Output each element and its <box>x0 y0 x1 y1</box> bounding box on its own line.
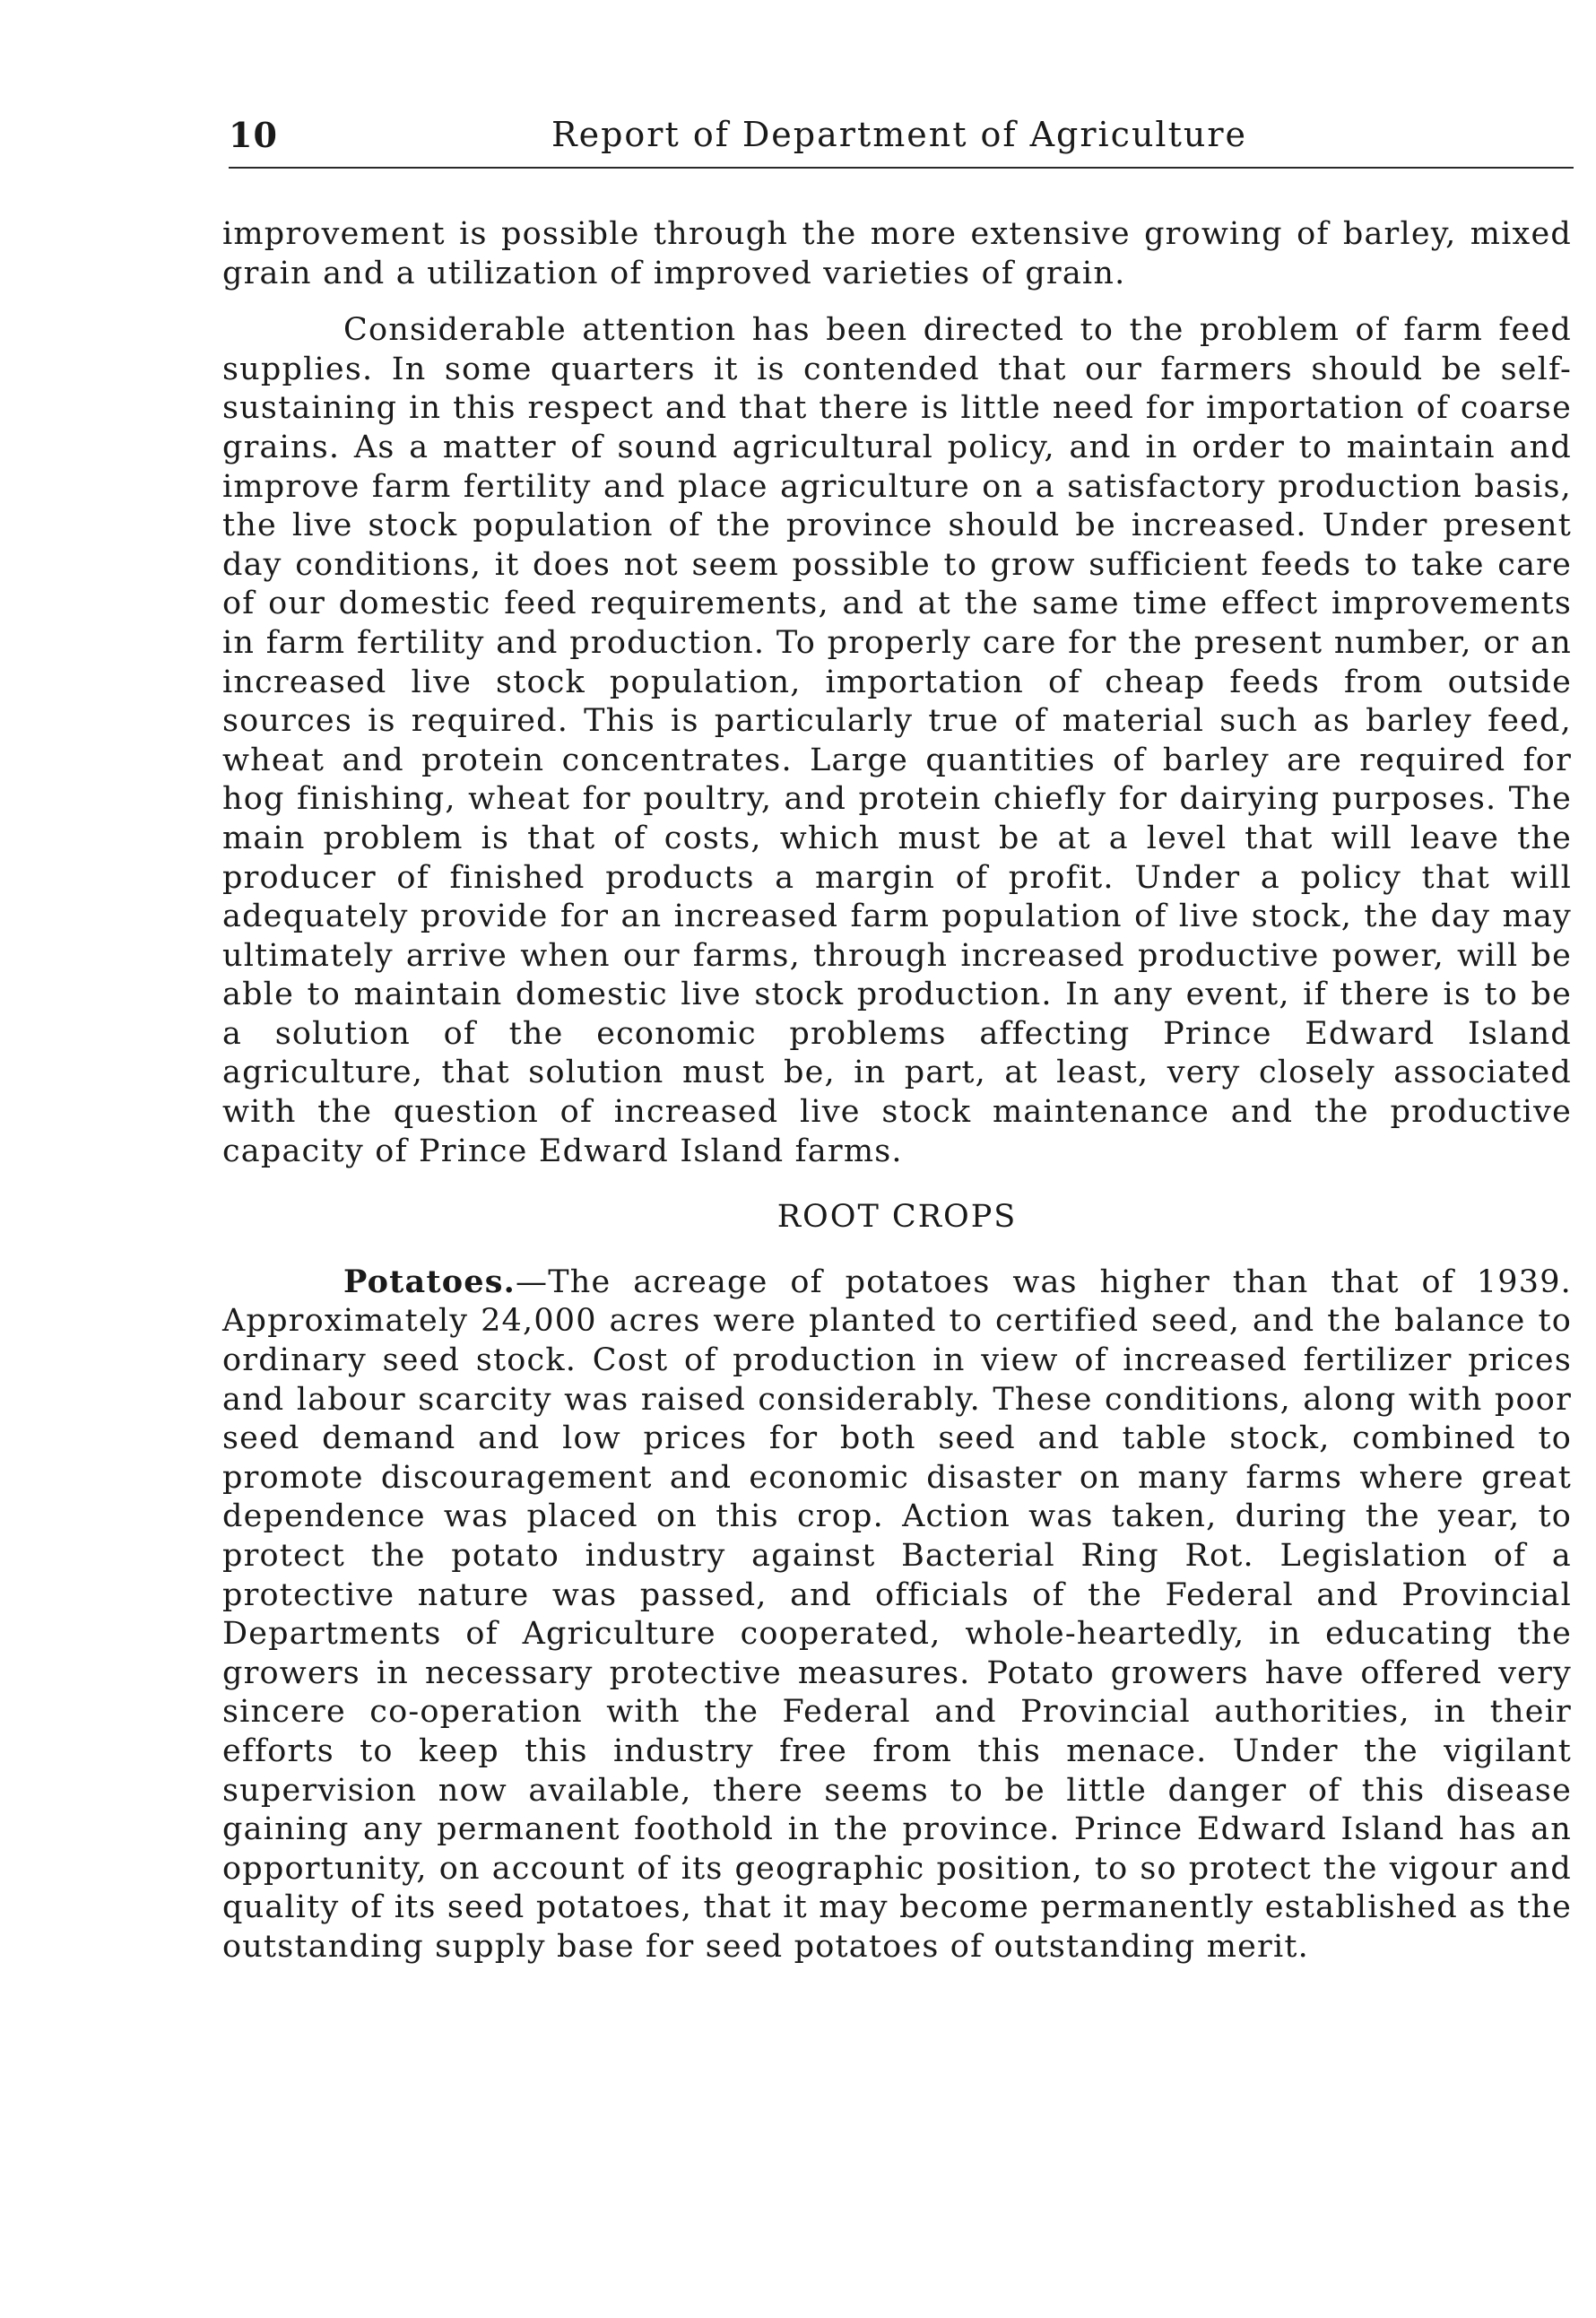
header-rule <box>229 167 1574 169</box>
body-text <box>222 215 1572 1967</box>
paragraph-potatoes <box>222 1263 1572 1967</box>
paragraph-feed-supplies: Considerable attention has been directed to the problem of farm feed supplies. In some quarters it is contended that our farmers should be self-sustaining in this respect and that there is little need for importation of coarse grains. As a matter of sound agricultural policy, and in order to maintain and improve farm fertility and place agriculture on a satisfactory production basis, the live stock population of the province should be increased. Under present day conditions, it does not seem possible to grow sufficient feeds to take care of our domestic feed requirements, and at the same time effect improvements in farm fertility and production. To properly care for the present number, or an increased live stock population, importation of cheap feeds from outside sources is required. This is particularly true of material such as barley feed, wheat and protein concentrates. Large quantities of barley are required for hog finishing, wheat for poultry, and protein chiefly for dairying purposes. The main problem is that of costs, which must be at a level that will leave the producer of finished products a margin of profit. Under a policy that will adequately provide for an increased farm population of live stock, the day may ultimately arrive when our farms, through increased productive power, will be able to maintain domestic live stock production. In any event, if there is to be a solution of the economic problems affecting Prince Edward Island agriculture, that solution must be, in part, at least, very closely associated with the question of increased live stock maintenance and the productive capacity of Prince Edward Island farms. <box>222 312 1572 1169</box>
paragraph-potatoes-text: —The acreage of potatoes was higher than that of 1939. Approximately 24,000 acres were planted to certified seed, and the balance to ordinary seed stock. Cost of production in view of increased fertilizer prices and labour scarcity was raised considerably. These conditions, along with poor seed demand and low prices for both seed and table stock, combined to promote discouragement and economic disaster on many farms where great dependence was placed on this crop. Action was taken, during the year, to protect the potato industry against Bacterial Ring Rot. Legislation of a protective nature was passed, and officials of the Federal and Provincial Departments of Agriculture cooperated, whole-heartedly, in educating the growers in necessary protective measures. Potato growers have offered very sincere co-operation with the Federal and Provincial authorities, in their efforts to keep this industry free from this menace. Under the vigilant supervision now available, there seems to be little danger of this disease gaining any permanent foothold in the province. Prince Edward Island has an opportunity, on account of its geographic position, to so protect the vigour and quality of its seed potatoes, that it may become permanently established as the outstanding supply base for seed potatoes of outstanding merit. <box>222 1263 1572 1965</box>
page-number: 10 <box>229 115 278 155</box>
section-heading: ROOT CROPS <box>776 1199 1018 1236</box>
page-header <box>229 115 1574 169</box>
run-in-heading: Potatoes. <box>343 1263 516 1300</box>
running-title: Report of Department of Agriculture <box>551 115 1247 154</box>
paragraph-continued: improvement is possible through the more extensive growing of barley, mixed grain and a utilization of improved varieties of grain. <box>222 216 1572 291</box>
